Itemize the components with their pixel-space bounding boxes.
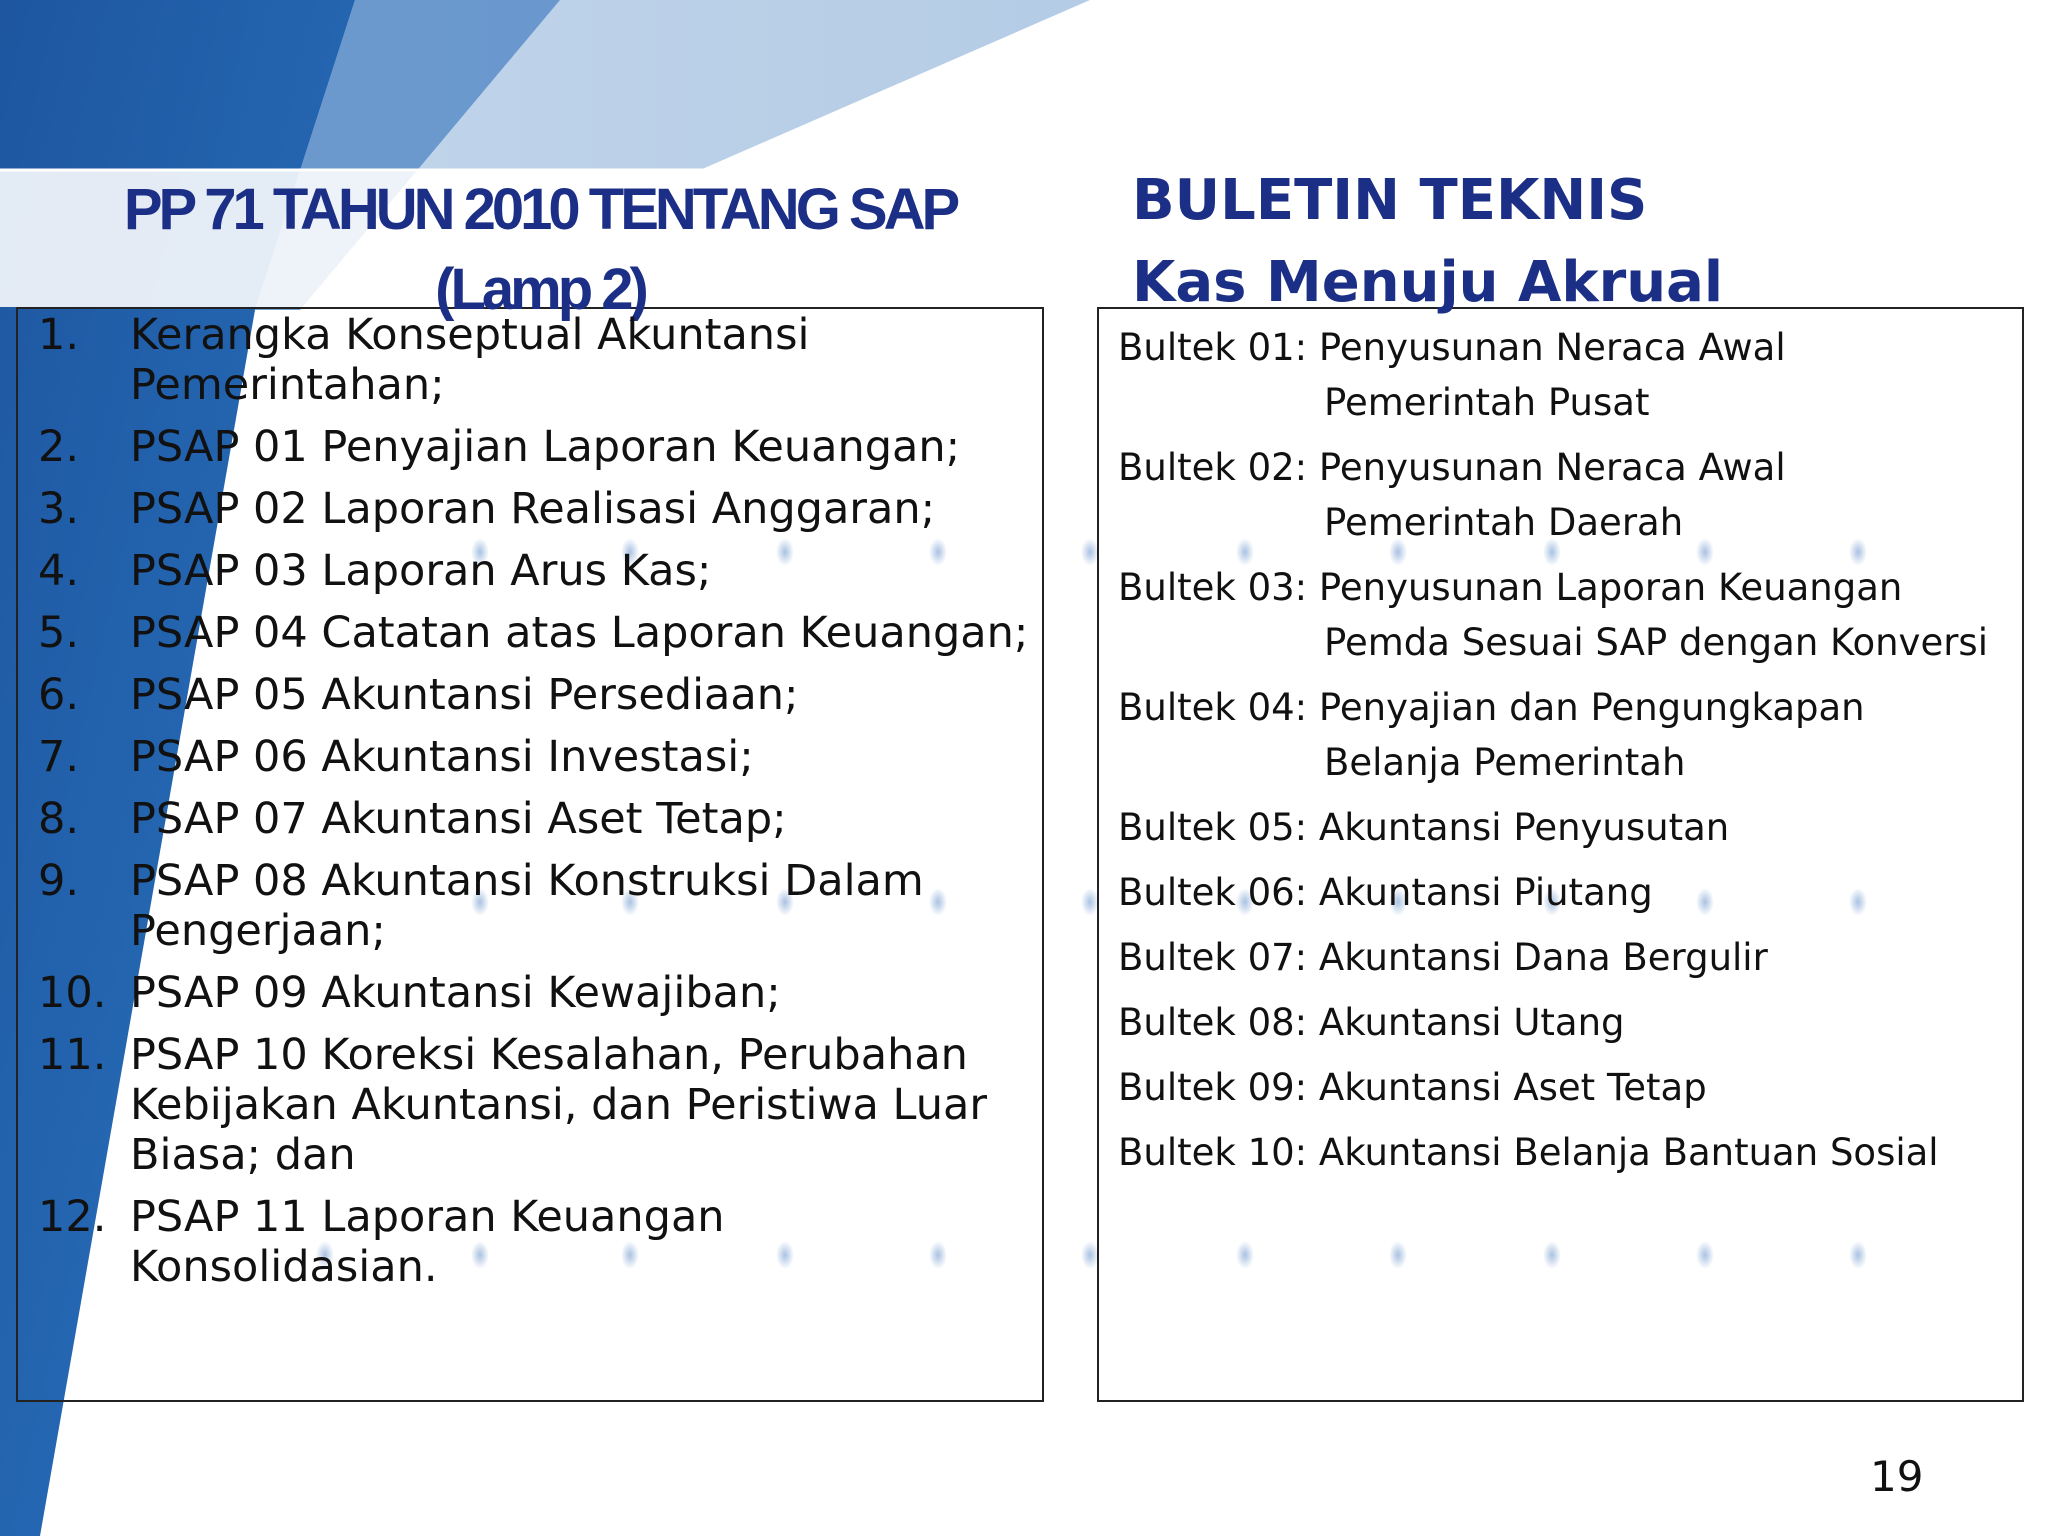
item-text: PSAP 02 Laporan Realisasi Anggaran;	[130, 484, 936, 534]
right-title-line2: Kas Menuju Akrual	[1132, 250, 1724, 315]
item-text: PSAP 09 Akuntansi Kewajiban;	[130, 968, 781, 1018]
page-number: 19	[1870, 1452, 1924, 1501]
left-title-line2: (Lamp 2)	[435, 257, 645, 322]
list-item	[38, 794, 1038, 844]
bultek-title: Bultek 10: Akuntansi Belanja Bantuan Sosial	[1118, 1131, 1939, 1174]
bultek-continuation: Pemerintah Daerah	[1324, 501, 1684, 544]
right-title	[1132, 160, 2032, 324]
item-number: 9.	[38, 856, 80, 906]
bultek-continuation: Pemda Sesuai SAP dengan Konversi	[1324, 621, 1988, 664]
item-text: PSAP 08 Akuntansi Konstruksi Dalam Pengerjaan;	[130, 856, 924, 956]
item-number: 1.	[38, 310, 80, 360]
bultek-list	[1118, 320, 2018, 1190]
list-item	[1118, 1060, 2018, 1115]
item-number: 5.	[38, 608, 80, 658]
item-number: 4.	[38, 546, 80, 596]
list-item	[1118, 560, 2018, 670]
item-number: 2.	[38, 422, 80, 472]
item-text: PSAP 01 Penyajian Laporan Keuangan;	[130, 422, 961, 472]
list-item	[1118, 995, 2018, 1050]
item-number: 6.	[38, 670, 80, 720]
bultek-title: Bultek 05: Akuntansi Penyusutan	[1118, 806, 1730, 849]
item-number: 8.	[38, 794, 80, 844]
item-number: 7.	[38, 732, 80, 782]
list-item	[1118, 680, 2018, 790]
list-item	[1118, 930, 2018, 985]
item-text: PSAP 05 Akuntansi Persediaan;	[130, 670, 799, 720]
list-item	[38, 422, 1038, 472]
list-item	[1118, 800, 2018, 855]
bultek-continuation: Belanja Pemerintah	[1324, 741, 1686, 784]
list-item	[38, 968, 1038, 1018]
bultek-title: Bultek 09: Akuntansi Aset Tetap	[1118, 1066, 1707, 1109]
list-item	[1118, 440, 2018, 550]
bultek-title: Bultek 06: Akuntansi Piutang	[1118, 871, 1653, 914]
item-number: 3.	[38, 484, 80, 534]
list-item	[38, 732, 1038, 782]
bultek-title: Bultek 08: Akuntansi Utang	[1118, 1001, 1625, 1044]
item-number: 10.	[38, 968, 107, 1018]
list-item	[38, 856, 1038, 956]
list-item	[1118, 865, 2018, 920]
item-text: PSAP 11 Laporan Keuangan Konsolidasian.	[130, 1192, 725, 1292]
item-text: Kerangka Konseptual Akuntansi Pemerintahan;	[130, 310, 810, 410]
left-title-line1: PP 71 TAHUN 2010 TENTANG SAP	[123, 177, 957, 242]
list-item	[38, 608, 1038, 658]
item-number: 11.	[38, 1030, 107, 1080]
list-item	[38, 484, 1038, 534]
list-item	[1118, 320, 2018, 430]
bultek-title: Bultek 04: Penyajian dan Pengungkapan	[1118, 686, 1865, 729]
right-title-line1: BULETIN TEKNIS	[1132, 168, 1648, 233]
bultek-title: Bultek 07: Akuntansi Dana Bergulir	[1118, 936, 1768, 979]
bultek-title: Bultek 03: Penyusunan Laporan Keuangan	[1118, 566, 1903, 609]
bultek-title: Bultek 02: Penyusunan Neraca Awal	[1118, 446, 1786, 489]
bultek-continuation: Pemerintah Pusat	[1324, 381, 1650, 424]
list-item	[1118, 1125, 2018, 1180]
item-text: PSAP 06 Akuntansi Investasi;	[130, 732, 754, 782]
item-text: PSAP 07 Akuntansi Aset Tetap;	[130, 794, 787, 844]
list-item	[38, 1192, 1038, 1292]
item-number: 12.	[38, 1192, 107, 1242]
bultek-title: Bultek 01: Penyusunan Neraca Awal	[1118, 326, 1786, 369]
item-text: PSAP 03 Laporan Arus Kas;	[130, 546, 712, 596]
left-title	[60, 170, 1020, 330]
list-item	[38, 1030, 1038, 1180]
psap-list	[38, 310, 1038, 1304]
list-item	[38, 310, 1038, 410]
item-text: PSAP 04 Catatan atas Laporan Keuangan;	[130, 608, 1029, 658]
list-item	[38, 670, 1038, 720]
item-text: PSAP 10 Koreksi Kesalahan, Perubahan Kebijakan Akuntansi, dan Peristiwa Luar Biasa; dan	[130, 1030, 988, 1180]
list-item	[38, 546, 1038, 596]
